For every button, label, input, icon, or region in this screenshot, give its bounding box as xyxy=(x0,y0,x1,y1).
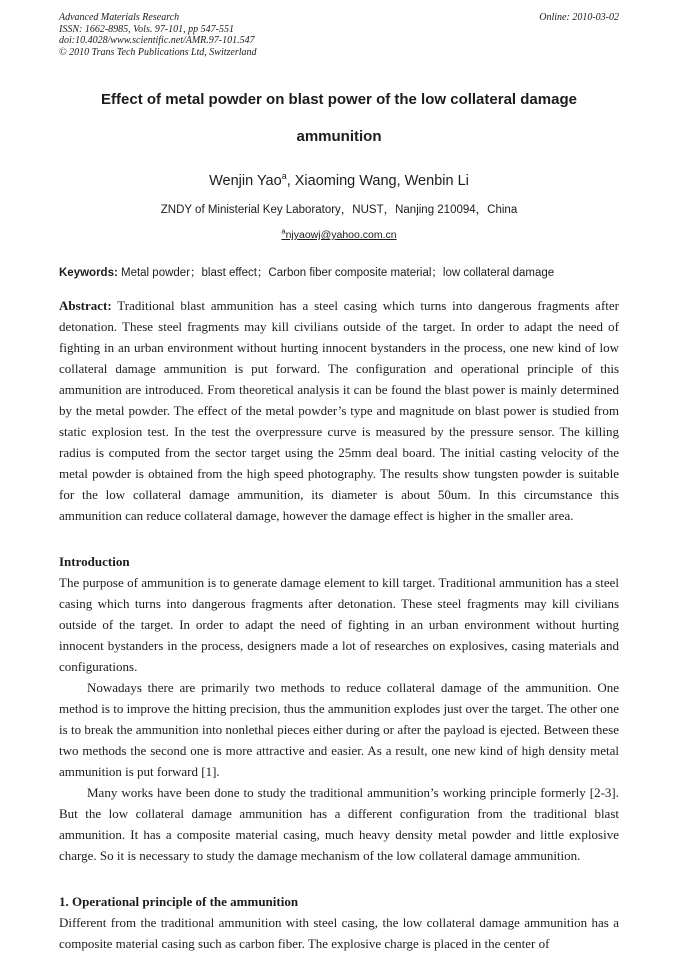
keywords-label: Keywords: xyxy=(59,267,118,279)
journal-doi-line: doi:10.4028/www.scientific.net/AMR.97-101.547 xyxy=(59,35,255,46)
paper-title xyxy=(59,92,619,144)
keywords-line xyxy=(59,266,619,280)
section-heading-introduction: Introduction xyxy=(59,554,130,569)
email-link[interactable] xyxy=(281,226,397,241)
authors-line xyxy=(59,173,619,189)
online-date: Online: 2010-03-02 xyxy=(539,12,619,23)
email-affiliation-mark: a xyxy=(281,226,286,236)
email-address: njyaowj@yahoo.com.cn xyxy=(285,229,397,241)
author-names-rest: , Xiaoming Wang, Wenbin Li xyxy=(286,173,469,189)
operational-principle-paragraph-1: Different from the traditional ammunition with steel casing, the low collateral damage ammunition has a composite material casing such as carbon fiber. The explosive charge is placed in the center of xyxy=(59,915,619,951)
journal-header xyxy=(59,12,619,58)
paper-title-line-1: Effect of metal powder on blast power of the low collateral damage xyxy=(101,91,577,108)
author-affiliation-mark: a xyxy=(281,171,287,182)
abstract-text: Traditional blast ammunition has a steel casing which turns into dangerous fragments after detonation. These steel fragments may kill civilians outside of the target. In order to adapt the need of fighting in an urban environment without hurting innocent bystanders in the process, one new kind of low collateral damage ammunition is put forward. The configuration and operational principle of this ammunition are introduced. From theoretical analysis it can be found the blast power is mainly determined by the metal powder. The effect of the metal powder’s type and magnitude on blast power is studied from static explosion test. In the test the overpressure curve is measured by the pressure sensor. The killing radius is computed from the sector target using the 25mm deal board. The initial casting velocity of the metal powder is obtained from the high speed photography. The results show tungsten powder is suitable for the low collateral damage ammunition, its diameter is about 50um. In this circumstance this ammunition can reduce collateral damage, however the damage effect is higher in the smaller area. xyxy=(59,298,619,523)
introduction-paragraph-1: The purpose of ammunition is to generate damage element to kill target. Traditional ammunition has a steel casing which turns into dangerous fragments after detonation. These steel fragments may kill civilians outside of the target. In order to adapt the need of fighting in an urban environment without hurting innocent bystanders in the process, designers made a lot of researches on explosives, casing materials and configurations. xyxy=(59,575,619,674)
affiliation-line: ZNDY of Ministerial Key Laboratory，NUST，Nanjing 210094，China xyxy=(160,204,518,216)
journal-issn-line: ISSN: 1662-8985, Vols. 97-101, pp 547-551 xyxy=(59,23,234,35)
journal-info-block xyxy=(59,12,257,58)
introduction-paragraph-3: Many works have been done to study the traditional ammunition’s working principle formerly [2-3]. But the low collateral damage ammunition has a different configuration from the traditional blast ammunition. It has a composite material casing, much heavy density metal powder and little explosive charge. So it is necessary to study the damage mechanism of the low collateral damage ammunition. xyxy=(59,785,619,863)
paper-title-line-2: ammunition xyxy=(296,128,382,145)
abstract-label: Abstract: xyxy=(59,298,112,313)
journal-name: Advanced Materials Research xyxy=(59,12,180,23)
email-line xyxy=(59,226,619,241)
journal-copyright-line: © 2010 Trans Tech Publications Ltd, Switzerland xyxy=(59,46,257,58)
keywords-text: Metal powder；blast effect；Carbon fiber composite material；low collateral damage xyxy=(117,267,555,279)
author-name-1: Wenjin Yao xyxy=(209,173,282,189)
section-heading-operational-principle: 1. Operational principle of the ammunition xyxy=(59,894,299,909)
abstract-paragraph xyxy=(59,295,619,526)
introduction-paragraph-2: Nowadays there are primarily two methods to reduce collateral damage of the ammunition. One method is to improve the hitting precision, thus the ammunition explodes just over the target. The other one is to break the ammunition into nonlethal pieces either during or after the payload is ejected. Between these two methods the second one is more attractive and easier. As a result, one new kind of high density metal ammunition is put forward [1]. xyxy=(59,680,619,779)
